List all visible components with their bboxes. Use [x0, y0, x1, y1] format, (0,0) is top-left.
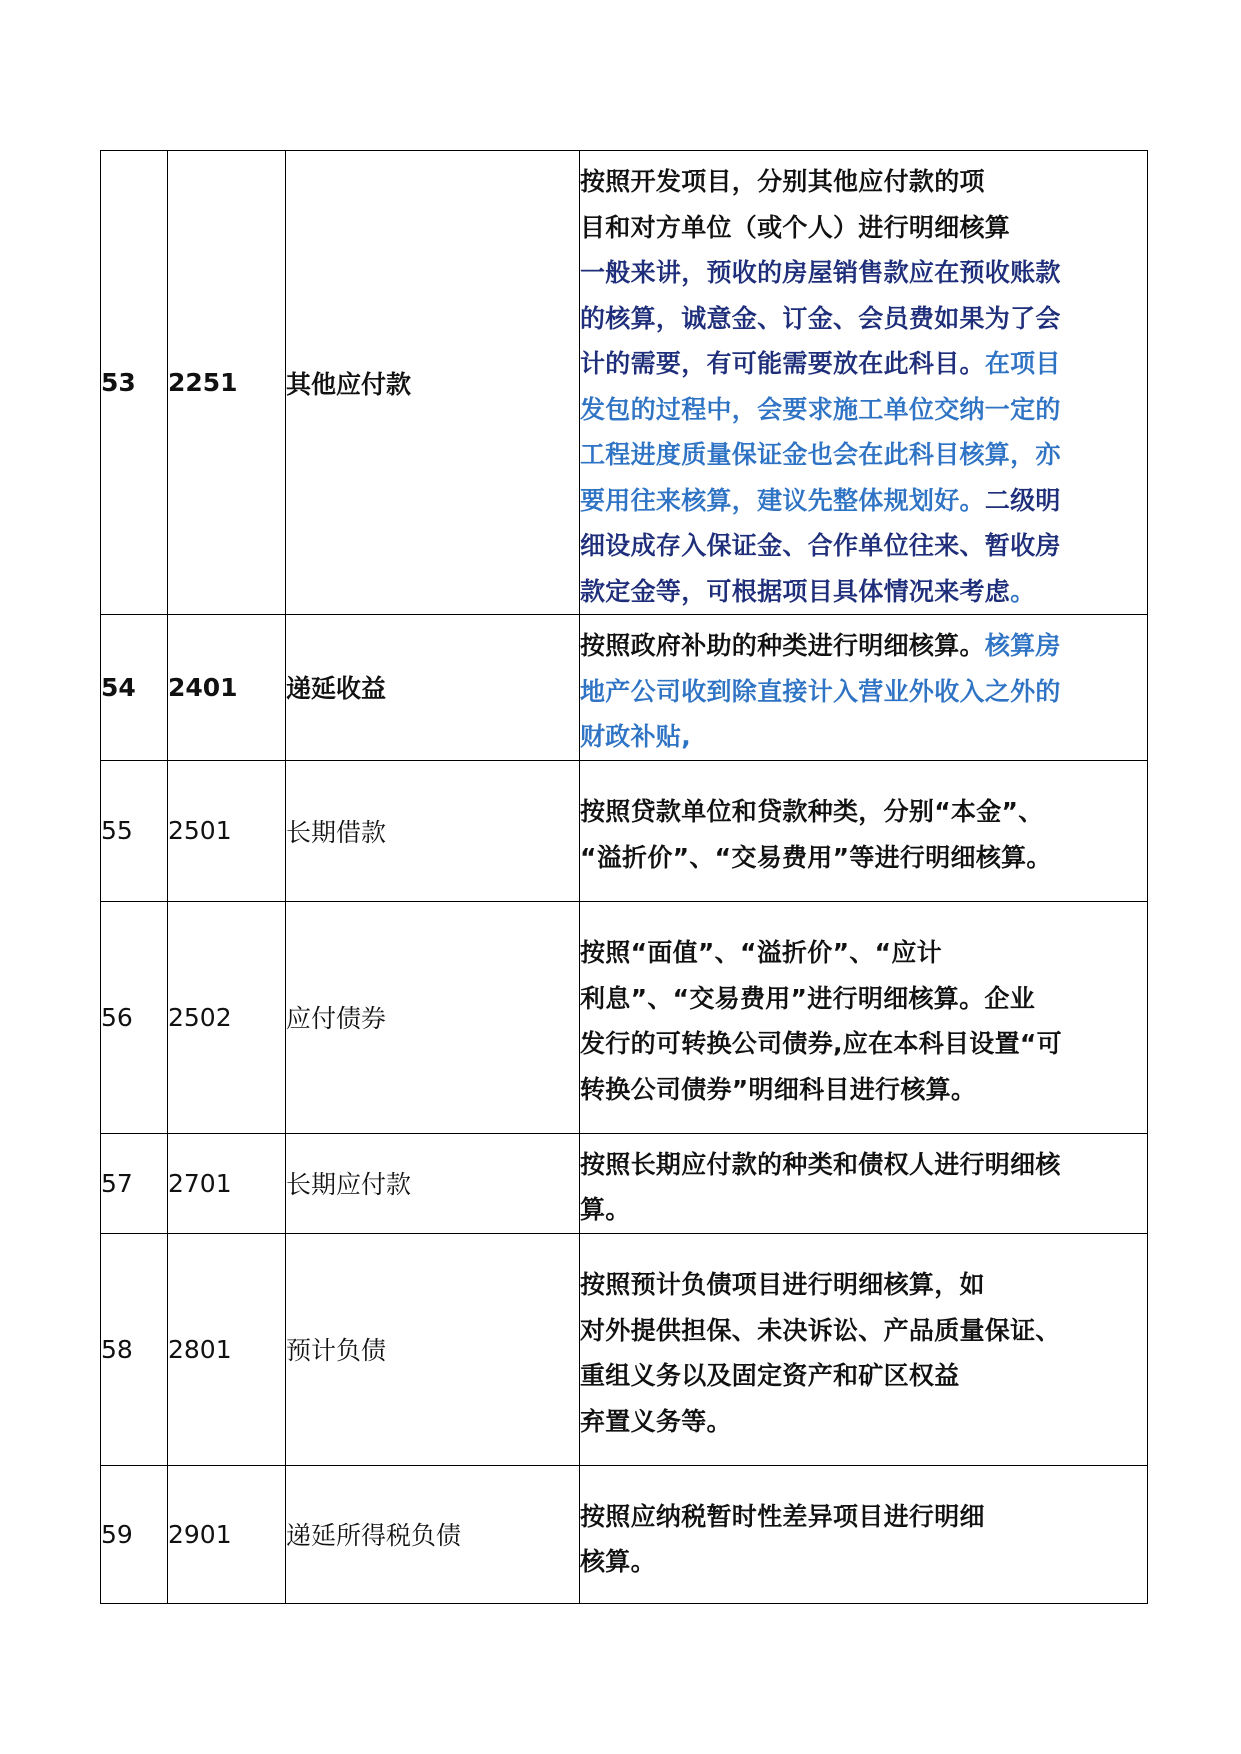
table-row: [101, 760, 1148, 901]
description-line: [580, 1308, 1147, 1354]
description-text: 利息”、“交易费用”进行明细核算。企业: [580, 983, 1035, 1013]
table-row: [101, 151, 1148, 615]
account-name-cell: 长期应付款: [286, 1133, 580, 1233]
description-text: 核算房: [984, 631, 1061, 660]
account-name-cell: 其他应付款: [286, 151, 580, 615]
account-code-cell: 2401: [168, 615, 286, 761]
accounts-table: [100, 150, 1148, 1604]
account-num-cell: 53: [101, 151, 168, 615]
description-text: 转换公司债券”明细科目进行核算。: [580, 1074, 977, 1104]
description-line: [580, 478, 1147, 524]
description-text: 一般来讲，预收的房屋销售款应在预收账款: [580, 258, 1061, 287]
description-line: [580, 623, 1147, 669]
table-row: [101, 615, 1148, 761]
description-line: [580, 1494, 1147, 1540]
account-name-cell: 递延收益: [286, 615, 580, 761]
account-num-cell: 59: [101, 1465, 168, 1603]
description-text: 对外提供担保、未决诉讼、产品质量保证、: [580, 1315, 1061, 1345]
description-line: [580, 835, 1147, 881]
description-line: [580, 1353, 1147, 1399]
description-line: [580, 159, 1147, 205]
account-name-cell: 预计负债: [286, 1233, 580, 1465]
description-line: [580, 1142, 1147, 1188]
description-line: [580, 432, 1147, 478]
table-row: [101, 901, 1148, 1133]
description-text: 发包的过程中，会要求施工单位交纳一定的: [580, 394, 1061, 424]
account-description-cell: [580, 1233, 1148, 1465]
description-line: [580, 1399, 1147, 1445]
account-code-cell: 2251: [168, 151, 286, 615]
accounts-table-body: [101, 151, 1148, 1604]
account-name-cell: 长期借款: [286, 760, 580, 901]
description-text: 地产公司收到除直接计入营业外收入之外的: [580, 676, 1061, 706]
description-line: [580, 250, 1147, 296]
description-text: 二级明: [984, 485, 1061, 515]
description-text: 款定金等，可根据项目具体情况来考虑: [580, 576, 1011, 606]
description-line: [580, 1262, 1147, 1308]
account-num-cell: 56: [101, 901, 168, 1133]
description-text: 按照长期应付款的种类和债权人进行明细核: [580, 1149, 1061, 1179]
account-code-cell: 2901: [168, 1465, 286, 1603]
description-line: [580, 789, 1147, 835]
account-name-cell: 递延所得税负债: [286, 1465, 580, 1603]
description-text: 工程进度质量保证金也会在此科目核算，亦: [580, 440, 1061, 469]
description-text: 按照贷款单位和贷款种类，分别“本金”、: [580, 797, 1044, 826]
description-line: [580, 714, 1147, 760]
account-code-cell: 2801: [168, 1233, 286, 1465]
account-name-cell: 应付债券: [286, 901, 580, 1133]
description-line: [580, 1187, 1147, 1233]
table-row: [101, 1465, 1148, 1603]
account-description-cell: [580, 1133, 1148, 1233]
description-line: [580, 1021, 1147, 1067]
description-text: 在项目: [984, 349, 1061, 378]
description-text: 核算。: [580, 1547, 656, 1576]
description-text: 财政补贴,: [580, 722, 691, 751]
account-num-cell: 55: [101, 760, 168, 901]
description-line: [580, 1067, 1147, 1113]
account-description-cell: [580, 901, 1148, 1133]
description-line: [580, 569, 1147, 615]
description-text: 要用往来核算，建议先整体规划好。: [580, 485, 985, 515]
account-description-cell: [580, 760, 1148, 901]
account-num-cell: 58: [101, 1233, 168, 1465]
description-text: 按照应纳税暂时性差异项目进行明细: [580, 1501, 985, 1531]
description-text: 。: [1010, 576, 1036, 606]
description-text: 按照预计负债项目进行明细核算，如: [580, 1270, 985, 1299]
description-text: 按照“面值”、“溢折价”、“应计: [580, 938, 942, 967]
table-row: [101, 1133, 1148, 1233]
description-line: [580, 205, 1147, 251]
description-text: 发行的可转换公司债券,应在本科目设置“可: [580, 1029, 1062, 1058]
description-line: [580, 669, 1147, 715]
account-description-cell: [580, 151, 1148, 615]
account-code-cell: 2701: [168, 1133, 286, 1233]
description-text: 细设成存入保证金、合作单位往来、暂收房: [580, 531, 1061, 560]
table-row: [101, 1233, 1148, 1465]
account-code-cell: 2501: [168, 760, 286, 901]
description-line: [580, 523, 1147, 569]
description-line: [580, 1539, 1147, 1585]
description-text: 按照开发项目，分别其他应付款的项: [580, 167, 985, 196]
description-line: [580, 341, 1147, 387]
description-text: 的核算，诚意金、订金、会员费如果为了会: [580, 303, 1061, 333]
account-description-cell: [580, 1465, 1148, 1603]
description-line: [580, 976, 1147, 1022]
description-text: 重组义务以及固定资产和矿区权益: [580, 1361, 960, 1390]
description-text: “溢折价”、“交易费用”等进行明细核算。: [580, 842, 1052, 872]
description-text: 弃置义务等。: [580, 1406, 732, 1436]
description-line: [580, 930, 1147, 976]
account-code-cell: 2502: [168, 901, 286, 1133]
description-text: 按照政府补助的种类进行明细核算。: [580, 631, 985, 660]
account-description-cell: [580, 615, 1148, 761]
description-text: 计的需要，有可能需要放在此科目。: [580, 349, 985, 378]
account-num-cell: 54: [101, 615, 168, 761]
description-text: 目和对方单位（或个人）进行明细核算: [580, 212, 1011, 242]
account-num-cell: 57: [101, 1133, 168, 1233]
description-line: [580, 387, 1147, 433]
description-text: 算。: [580, 1195, 631, 1224]
description-line: [580, 296, 1147, 342]
